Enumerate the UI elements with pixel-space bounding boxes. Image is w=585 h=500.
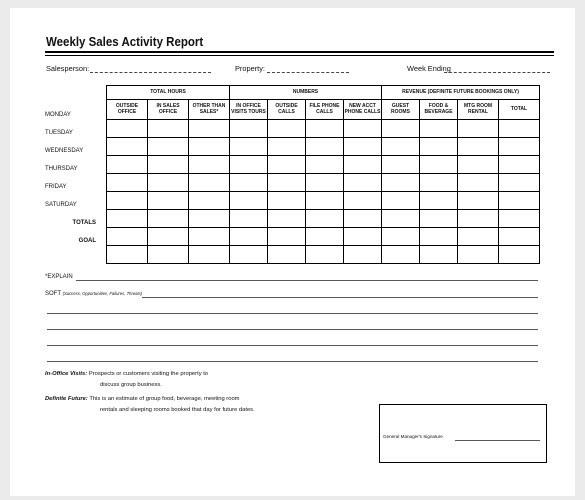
soft-line-3[interactable] <box>47 329 538 330</box>
entry-cell[interactable] <box>148 174 189 192</box>
entry-cell[interactable] <box>189 246 230 264</box>
entry-cell[interactable] <box>499 246 540 264</box>
in-office-note <box>45 369 208 391</box>
column-header-10: TOTAL <box>499 100 540 120</box>
week-ending-field[interactable] <box>444 72 550 73</box>
entry-cell[interactable] <box>306 156 344 174</box>
report-title: Weekly Sales Activity Report <box>46 35 204 49</box>
entry-cell[interactable] <box>230 246 268 264</box>
week-ending-label: Week Ending <box>407 64 451 73</box>
column-header-6: NEW ACCT PHONE CALLS <box>344 100 382 120</box>
signature-box <box>379 404 547 463</box>
column-header-8: FOOD & BEVERAGE <box>420 100 458 120</box>
entry-cell[interactable] <box>230 138 268 156</box>
entry-cell[interactable] <box>107 174 148 192</box>
row-label-saturday: SATURDAY <box>45 202 77 208</box>
soft-label: SOFT (Success, Opportunities, Failures, Threats) <box>45 291 143 297</box>
entry-cell[interactable] <box>382 138 420 156</box>
entry-cell[interactable] <box>306 210 344 228</box>
entry-cell[interactable] <box>268 192 306 210</box>
entry-cell[interactable] <box>189 174 230 192</box>
column-header-2: OTHER THAN SALES* <box>189 100 230 120</box>
entry-cell[interactable] <box>382 228 420 246</box>
entry-cell[interactable] <box>344 156 382 174</box>
entry-cell[interactable] <box>306 246 344 264</box>
entry-cell[interactable] <box>420 192 458 210</box>
entry-cell[interactable] <box>420 228 458 246</box>
column-header-7: GUEST ROOMS <box>382 100 420 120</box>
entry-cell[interactable] <box>268 174 306 192</box>
entry-cell[interactable] <box>148 192 189 210</box>
entry-cell[interactable] <box>230 192 268 210</box>
entry-cell[interactable] <box>382 246 420 264</box>
entry-cell[interactable] <box>148 246 189 264</box>
entry-cell[interactable] <box>499 228 540 246</box>
column-header-4: OUTSIDE CALLS <box>268 100 306 120</box>
group-header-0: TOTAL HOURS <box>107 86 230 100</box>
entry-cell[interactable] <box>268 120 306 138</box>
entry-cell[interactable] <box>458 138 499 156</box>
entry-cell[interactable] <box>382 174 420 192</box>
entry-cell[interactable] <box>107 246 148 264</box>
entry-cell[interactable] <box>344 246 382 264</box>
entry-cell[interactable] <box>148 138 189 156</box>
entry-cell[interactable] <box>499 174 540 192</box>
row-label-goal: GOAL <box>78 238 96 244</box>
in-office-line1: Prospects or customers visiting the property to <box>88 371 209 377</box>
activity-grid <box>106 85 540 264</box>
entry-cell[interactable] <box>344 228 382 246</box>
signature-line[interactable] <box>455 440 540 441</box>
entry-cell[interactable] <box>458 120 499 138</box>
report-page <box>10 8 575 496</box>
entry-cell[interactable] <box>420 120 458 138</box>
soft-line-5[interactable] <box>47 361 538 362</box>
definite-note <box>45 394 255 416</box>
entry-cell[interactable] <box>148 156 189 174</box>
entry-cell[interactable] <box>458 210 499 228</box>
entry-cell[interactable] <box>230 228 268 246</box>
entry-cell[interactable] <box>189 138 230 156</box>
entry-cell[interactable] <box>148 228 189 246</box>
entry-cell[interactable] <box>306 138 344 156</box>
entry-cell[interactable] <box>268 228 306 246</box>
explain-label: *EXPLAIN <box>45 274 73 280</box>
entry-cell[interactable] <box>268 246 306 264</box>
entry-cell[interactable] <box>107 120 148 138</box>
table-row <box>107 138 540 156</box>
table-row <box>107 192 540 210</box>
entry-cell[interactable] <box>148 120 189 138</box>
entry-cell[interactable] <box>189 120 230 138</box>
row-label-monday: MONDAY <box>45 112 71 118</box>
entry-cell[interactable] <box>189 192 230 210</box>
table-row <box>107 246 540 264</box>
entry-cell[interactable] <box>499 210 540 228</box>
soft-line-2[interactable] <box>47 313 538 314</box>
entry-cell[interactable] <box>458 192 499 210</box>
definite-line1: This is an estimate of group food, beverage, meeting room <box>89 396 240 402</box>
entry-cell[interactable] <box>344 210 382 228</box>
table-row <box>107 156 540 174</box>
entry-cell[interactable] <box>306 228 344 246</box>
salesperson-field[interactable] <box>90 72 211 73</box>
entry-cell[interactable] <box>189 156 230 174</box>
entry-cell[interactable] <box>306 192 344 210</box>
entry-cell[interactable] <box>499 120 540 138</box>
entry-cell[interactable] <box>268 138 306 156</box>
column-header-5: FILE PHONE CALLS <box>306 100 344 120</box>
group-header-row <box>107 86 540 100</box>
group-header-2: REVENUE (DEFINITE FUTURE BOOKINGS ONLY) <box>382 86 540 100</box>
entry-cell[interactable] <box>420 246 458 264</box>
entry-cell[interactable] <box>107 228 148 246</box>
row-label-wednesday: WEDNESDAY <box>45 148 84 154</box>
entry-cell[interactable] <box>230 120 268 138</box>
in-office-term: In-Office Visits: <box>45 371 88 377</box>
entry-cell[interactable] <box>420 210 458 228</box>
row-label-friday: FRIDAY <box>45 184 67 190</box>
salesperson-label: Salesperson: <box>46 64 90 73</box>
column-header-9: MTG ROOM RENTAL <box>458 100 499 120</box>
entry-cell[interactable] <box>344 120 382 138</box>
table-row <box>107 120 540 138</box>
soft-hint: (Success, Opportunities, Failures, Threats) <box>62 291 143 296</box>
explain-line[interactable] <box>76 280 538 281</box>
definite-line2: rentals and sleeping rooms booked that day for future dates. <box>100 407 255 413</box>
entry-cell[interactable] <box>420 174 458 192</box>
entry-cell[interactable] <box>306 120 344 138</box>
table-row <box>107 228 540 246</box>
group-header-1: NUMBERS <box>230 86 382 100</box>
entry-cell[interactable] <box>107 156 148 174</box>
entry-cell[interactable] <box>499 192 540 210</box>
entry-cell[interactable] <box>268 210 306 228</box>
entry-cell[interactable] <box>230 210 268 228</box>
entry-cell[interactable] <box>458 156 499 174</box>
entry-cell[interactable] <box>107 138 148 156</box>
property-label: Property: <box>235 64 265 73</box>
in-office-line2: discuss group business. <box>100 382 162 388</box>
entry-cell[interactable] <box>189 210 230 228</box>
definite-term: Definite Future: <box>45 396 88 402</box>
title-rule-thin <box>45 55 554 56</box>
entry-cell[interactable] <box>499 138 540 156</box>
entry-cell[interactable] <box>458 246 499 264</box>
entry-cell[interactable] <box>458 174 499 192</box>
entry-cell[interactable] <box>382 192 420 210</box>
property-field[interactable] <box>267 72 349 73</box>
entry-cell[interactable] <box>268 156 306 174</box>
entry-cell[interactable] <box>344 138 382 156</box>
entry-cell[interactable] <box>382 156 420 174</box>
entry-cell[interactable] <box>499 156 540 174</box>
soft-line-1[interactable] <box>142 297 538 298</box>
row-label-tuesday: TUESDAY <box>45 130 73 136</box>
column-header-0: OUTSIDE OFFICE <box>107 100 148 120</box>
entry-cell[interactable] <box>148 210 189 228</box>
entry-cell[interactable] <box>230 174 268 192</box>
soft-line-4[interactable] <box>47 345 538 346</box>
column-header-row <box>107 100 540 120</box>
entry-cell[interactable] <box>344 174 382 192</box>
entry-cell[interactable] <box>107 192 148 210</box>
entry-cell[interactable] <box>230 156 268 174</box>
entry-cell[interactable] <box>382 210 420 228</box>
entry-cell[interactable] <box>458 228 499 246</box>
column-header-1: IN SALES OFFICE <box>148 100 189 120</box>
row-label-totals: TOTALS <box>72 220 96 226</box>
entry-cell[interactable] <box>189 228 230 246</box>
table-row <box>107 210 540 228</box>
entry-cell[interactable] <box>420 156 458 174</box>
entry-cell[interactable] <box>306 174 344 192</box>
title-rule-thick <box>45 51 554 53</box>
entry-cell[interactable] <box>107 210 148 228</box>
column-header-3: IN OFFICE VISITS TOURS <box>230 100 268 120</box>
entry-cell[interactable] <box>420 138 458 156</box>
row-label-thursday: THURSDAY <box>45 166 78 172</box>
signature-label: General Manager's Signature <box>383 434 443 439</box>
entry-cell[interactable] <box>344 192 382 210</box>
entry-cell[interactable] <box>382 120 420 138</box>
table-row <box>107 174 540 192</box>
